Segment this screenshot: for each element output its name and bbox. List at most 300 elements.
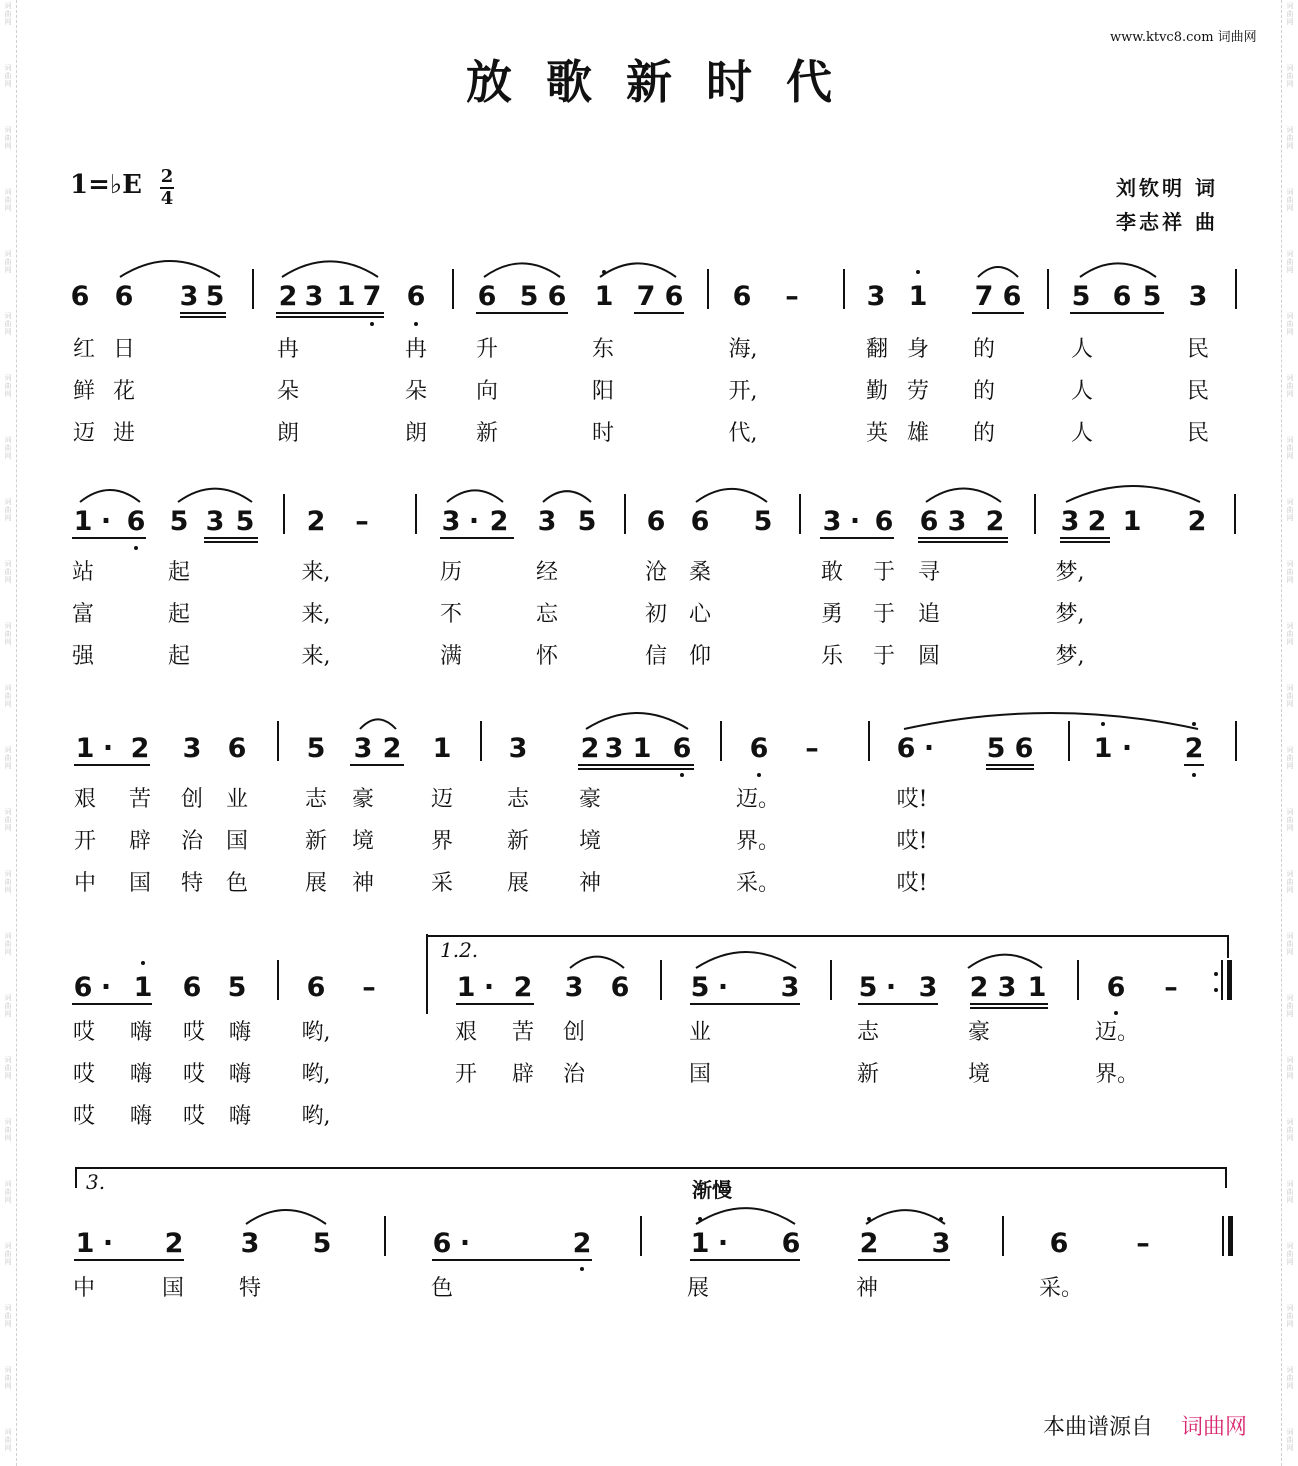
barline xyxy=(1002,1216,1004,1256)
jianpu-note: 6 xyxy=(114,281,134,312)
jianpu-note: 7 xyxy=(636,281,656,312)
jianpu-note: – xyxy=(1164,972,1178,1003)
lyric-char: 花 xyxy=(112,379,136,404)
beam-underline xyxy=(1184,764,1204,766)
jianpu-note: 2 xyxy=(306,506,326,537)
watermark-text: 词曲网 xyxy=(4,374,12,398)
lyric-char: 仰 xyxy=(688,644,712,669)
lyric-char: 追 xyxy=(917,602,941,627)
jianpu-note: · xyxy=(885,972,897,1003)
jianpu-note: 2 xyxy=(969,972,989,1003)
lyric-char: 人 xyxy=(1070,337,1094,362)
barline xyxy=(1077,960,1079,1000)
barline xyxy=(830,960,832,1000)
beam-underline xyxy=(1070,312,1164,314)
watermark-text: 词曲网 xyxy=(1286,1118,1294,1142)
jianpu-note: 3 xyxy=(1188,281,1208,312)
slur xyxy=(600,263,676,277)
jianpu-note: 1 xyxy=(1122,506,1142,537)
barline xyxy=(1034,494,1036,534)
beam-underline xyxy=(276,316,384,318)
lyric-char: 翻 xyxy=(865,337,889,362)
final-thick-bar xyxy=(1228,1216,1233,1256)
lyric-char: 采。 xyxy=(1038,1276,1084,1301)
lyric-char: 桑 xyxy=(688,560,712,585)
jianpu-note: 6 xyxy=(1014,733,1034,764)
lyric-char: 国 xyxy=(225,829,249,854)
jianpu-note: 2 xyxy=(382,733,402,764)
octave-dot-high xyxy=(1101,722,1105,726)
beam-underline xyxy=(440,537,514,539)
watermark-text: 词曲网 xyxy=(4,622,12,646)
octave-dot-low xyxy=(580,1267,584,1271)
slur xyxy=(586,713,688,729)
octave-dot-low xyxy=(680,773,684,777)
barline xyxy=(707,269,709,309)
watermark-text: 词曲网 xyxy=(1286,746,1294,770)
barline xyxy=(1234,494,1236,534)
lyric-char: 业 xyxy=(225,787,249,812)
jianpu-note: 1 xyxy=(594,281,614,312)
watermark-text: 词曲网 xyxy=(1286,932,1294,956)
jianpu-note: 3 xyxy=(947,506,967,537)
lyric-char: 信 xyxy=(644,644,668,669)
lyric-char: 阳 xyxy=(591,379,615,404)
jianpu-note: 3 xyxy=(182,733,202,764)
jianpu-note: 5 xyxy=(306,733,326,764)
beam-underline xyxy=(1060,541,1110,543)
lyric-char: 于 xyxy=(872,602,896,627)
jianpu-note: 2 xyxy=(859,1228,879,1259)
watermark-text: 词曲网 xyxy=(4,250,12,274)
lyric-char: 英 xyxy=(865,421,889,446)
jianpu-note: 6 xyxy=(406,281,426,312)
lyric-char: 冉 xyxy=(276,337,300,362)
lyric-char: 的 xyxy=(972,337,996,362)
jianpu-note: 6 xyxy=(477,281,497,312)
beam-underline xyxy=(690,1003,800,1005)
lyric-char: 境 xyxy=(967,1062,991,1087)
watermark-text: 词曲网 xyxy=(1286,870,1294,894)
lyric-char: 治 xyxy=(562,1062,586,1087)
lyric-char: 志 xyxy=(304,787,328,812)
jianpu-note: 3 xyxy=(918,972,938,1003)
lyric-char: 的 xyxy=(972,379,996,404)
jianpu-note: 1 xyxy=(456,972,476,1003)
jianpu-note: 6 xyxy=(690,506,710,537)
lyric-char: 朗 xyxy=(404,421,428,446)
lyric-char: 创 xyxy=(180,787,204,812)
jianpu-note: · xyxy=(923,733,935,764)
lyric-char: 哎 xyxy=(72,1020,96,1045)
lyric-char: 于 xyxy=(872,560,896,585)
watermark-text: 词曲网 xyxy=(4,2,12,26)
watermark-text: 词曲网 xyxy=(1286,250,1294,274)
watermark-text: 词曲网 xyxy=(4,1180,12,1204)
jianpu-note: 3 xyxy=(240,1228,260,1259)
beam-underline xyxy=(72,1003,152,1005)
watermark-text: 词曲网 xyxy=(4,994,12,1018)
jianpu-note: 5 xyxy=(205,281,225,312)
repeat-dot xyxy=(1214,988,1218,992)
lyric-char: 迈 xyxy=(430,787,454,812)
jianpu-note: 6 xyxy=(781,1228,801,1259)
jianpu-note: 1 xyxy=(632,733,652,764)
jianpu-note: 7 xyxy=(362,281,382,312)
slur xyxy=(1080,263,1156,277)
beam-underline xyxy=(276,312,384,314)
lyric-char: 历 xyxy=(439,560,463,585)
barline xyxy=(1235,269,1237,309)
octave-dot-low xyxy=(414,322,418,326)
slur xyxy=(447,490,503,502)
lyric-char: 采 xyxy=(430,871,454,896)
barline xyxy=(1235,721,1237,761)
lyric-char: 境 xyxy=(578,829,602,854)
watermark-text: 词曲网 xyxy=(4,560,12,584)
beam-underline xyxy=(918,537,1008,539)
jianpu-note: 1 xyxy=(75,733,95,764)
jianpu-note: 5 xyxy=(227,972,247,1003)
beam-underline xyxy=(578,764,694,766)
barline xyxy=(1068,721,1070,761)
jianpu-note: 5 xyxy=(312,1228,332,1259)
lyric-char: 梦, xyxy=(1055,602,1085,627)
jianpu-note: 5 xyxy=(690,972,710,1003)
watermark-text: 词曲网 xyxy=(4,436,12,460)
jianpu-note: 2 xyxy=(130,733,150,764)
beam-underline xyxy=(74,1259,184,1261)
jianpu-note: 3 xyxy=(1060,506,1080,537)
jianpu-note: 2 xyxy=(1184,733,1204,764)
octave-dot-high xyxy=(939,1217,943,1221)
beam-underline xyxy=(180,316,226,318)
slur xyxy=(968,955,1042,968)
jianpu-note: 5 xyxy=(1142,281,1162,312)
volta-2-label: 3. xyxy=(86,1170,106,1194)
volta-1-label: 1.2. xyxy=(440,938,479,962)
lyric-char: 日 xyxy=(112,337,136,362)
barline xyxy=(277,721,279,761)
barline xyxy=(843,269,845,309)
watermark-text: 词曲网 xyxy=(1286,560,1294,584)
jianpu-note: · xyxy=(1121,733,1133,764)
slur xyxy=(696,1208,795,1224)
site-url[interactable]: www.ktvc8.com 词曲网 xyxy=(1110,30,1257,45)
lyric-char: 人 xyxy=(1070,379,1094,404)
jianpu-note: 3 xyxy=(604,733,624,764)
repeat-end-thick-bar xyxy=(1227,960,1232,1000)
jianpu-note: 5 xyxy=(235,506,255,537)
lyric-char: 界。 xyxy=(1094,1062,1140,1087)
jianpu-note: 6 xyxy=(732,281,752,312)
watermark-text: 词曲网 xyxy=(1286,1242,1294,1266)
octave-dot-low xyxy=(370,322,374,326)
lyric-char: 开 xyxy=(73,829,97,854)
beam-underline xyxy=(1060,537,1110,539)
lyric-char: 哎 xyxy=(182,1020,206,1045)
jianpu-note: 6 xyxy=(672,733,692,764)
jianpu-note: 2 xyxy=(164,1228,184,1259)
jianpu-note: 3 xyxy=(997,972,1017,1003)
lyric-char: 哎 xyxy=(182,1104,206,1129)
jianpu-note: 6 xyxy=(1106,972,1126,1003)
lyric-char: 迈。 xyxy=(1094,1020,1140,1045)
jianpu-note: 6 xyxy=(182,972,202,1003)
lyric-char: 新 xyxy=(856,1062,880,1087)
lyric-char: 冉 xyxy=(404,337,428,362)
jianpu-note: – xyxy=(805,733,819,764)
volta-1-bracket xyxy=(426,936,1228,958)
lyric-char: 站 xyxy=(71,560,95,585)
lyric-char: 苦 xyxy=(511,1020,535,1045)
volta-2-bracket xyxy=(76,1168,1226,1188)
lyric-char: 嗨 xyxy=(228,1020,252,1045)
jianpu-note: 1 xyxy=(133,972,153,1003)
slur xyxy=(484,263,560,277)
slur xyxy=(866,1210,945,1224)
lyric-char: 民 xyxy=(1186,421,1210,446)
lyric-char: 哎! xyxy=(896,829,928,854)
watermark-text: 词曲网 xyxy=(4,808,12,832)
jianpu-note: 5 xyxy=(858,972,878,1003)
jianpu-note: 1 xyxy=(908,281,928,312)
octave-dot-high xyxy=(1192,722,1196,726)
watermark-text: 词曲网 xyxy=(4,932,12,956)
lyric-char: 怀 xyxy=(535,644,559,669)
lyric-char: 来, xyxy=(301,560,331,585)
lyric-char: 哎 xyxy=(72,1104,96,1129)
jianpu-note: – xyxy=(785,281,799,312)
key-signature: 1=♭E xyxy=(70,170,142,200)
lyricist-credit: 刘钦明 词 xyxy=(1116,176,1218,200)
jianpu-note: 6 xyxy=(73,972,93,1003)
lyric-char: 中 xyxy=(73,871,97,896)
barline xyxy=(415,494,417,534)
jianpu-note: 6 xyxy=(874,506,894,537)
lyric-char: 境 xyxy=(351,829,375,854)
watermark-text: 词曲网 xyxy=(1286,312,1294,336)
barline xyxy=(799,494,801,534)
jianpu-note: 3 xyxy=(822,506,842,537)
lyric-char: 新 xyxy=(304,829,328,854)
jianpu-note: 3 xyxy=(353,733,373,764)
octave-dot-high xyxy=(602,270,606,274)
lyric-char: 朵 xyxy=(404,379,428,404)
jianpu-note: 3 xyxy=(441,506,461,537)
song-title: 放歌新时代 xyxy=(466,55,866,109)
barline xyxy=(283,494,285,534)
jianpu-note: 1 xyxy=(1027,972,1047,1003)
footer-source: 本曲谱源自 xyxy=(1043,1415,1154,1440)
lyric-char: 国 xyxy=(161,1276,185,1301)
barline xyxy=(720,721,722,761)
lyric-char: 沧 xyxy=(644,560,668,585)
lyric-char: 忘 xyxy=(535,602,559,627)
lyric-char: 豪 xyxy=(578,787,602,812)
lyric-char: 来, xyxy=(301,644,331,669)
watermark-text: 词曲网 xyxy=(4,746,12,770)
lyric-char: 于 xyxy=(872,644,896,669)
lyric-char: 的 xyxy=(972,421,996,446)
octave-dot-high xyxy=(141,961,145,965)
lyric-char: 新 xyxy=(506,829,530,854)
lyric-char: 界。 xyxy=(735,829,781,854)
lyric-char: 神 xyxy=(351,871,375,896)
lyric-char: 哎! xyxy=(896,787,928,812)
watermark-text: 词曲网 xyxy=(1286,684,1294,708)
lyric-char: 神 xyxy=(578,871,602,896)
barline xyxy=(452,269,454,309)
watermark-text: 词曲网 xyxy=(1286,622,1294,646)
beam-underline xyxy=(74,764,150,766)
jianpu-note: 5 xyxy=(519,281,539,312)
lyric-char: 勤 xyxy=(865,379,889,404)
jianpu-note: 7 xyxy=(974,281,994,312)
beam-underline xyxy=(180,312,226,314)
lyric-char: 豪 xyxy=(967,1020,991,1045)
octave-dot-high xyxy=(916,270,920,274)
lyric-char: 创 xyxy=(562,1020,586,1045)
beam-underline xyxy=(456,1003,534,1005)
lyric-char: 乐 xyxy=(820,644,844,669)
watermark-text: 词曲网 xyxy=(1286,2,1294,26)
watermark-text: 词曲网 xyxy=(1286,374,1294,398)
beam-underline xyxy=(970,1003,1048,1005)
lyric-char: 迈 xyxy=(72,421,96,446)
jianpu-note: 6 xyxy=(1049,1228,1069,1259)
lyric-char: 心 xyxy=(688,602,712,627)
jianpu-note: 3 xyxy=(537,506,557,537)
watermark-text: 词曲网 xyxy=(4,126,12,150)
beam-underline xyxy=(432,1259,592,1261)
lyric-char: 民 xyxy=(1186,337,1210,362)
lyric-char: 进 xyxy=(112,421,136,446)
lyric-char: 敢 xyxy=(820,560,844,585)
lyric-char: 特 xyxy=(238,1276,262,1301)
lyric-char: 苦 xyxy=(128,787,152,812)
watermark-text: 词曲网 xyxy=(1286,1056,1294,1080)
repeat-dot xyxy=(1214,972,1218,976)
jianpu-note: – xyxy=(362,972,376,1003)
jianpu-note: 1 xyxy=(1093,733,1113,764)
jianpu-note: – xyxy=(1136,1228,1150,1259)
jianpu-note: 1 xyxy=(336,281,356,312)
lyric-char: 起 xyxy=(167,644,191,669)
watermark-text: 词曲网 xyxy=(4,684,12,708)
watermark-text: 词曲网 xyxy=(4,498,12,522)
time-signature-bottom: 4 xyxy=(160,188,174,209)
slur xyxy=(696,952,796,968)
jianpu-note: 3 xyxy=(780,972,800,1003)
barline xyxy=(480,721,482,761)
slur xyxy=(926,489,1001,503)
lyric-char: 时 xyxy=(591,421,615,446)
jianpu-note: 6 xyxy=(919,506,939,537)
watermark-text: 词曲网 xyxy=(4,870,12,894)
jianpu-note: 2 xyxy=(1087,506,1107,537)
jianpu-note: 6 xyxy=(610,972,630,1003)
lyric-char: 治 xyxy=(180,829,204,854)
watermark-text: 词曲网 xyxy=(4,1366,12,1390)
lyric-char: 采。 xyxy=(735,871,781,896)
watermark-text: 词曲网 xyxy=(1286,1428,1294,1452)
slur xyxy=(978,267,1018,277)
jianpu-note: 3 xyxy=(179,281,199,312)
time-signature-top: 2 xyxy=(160,166,174,187)
jianpu-note: · xyxy=(717,972,729,1003)
jianpu-note: 5 xyxy=(1071,281,1091,312)
jianpu-note: 6 xyxy=(70,281,90,312)
beam-underline xyxy=(970,1007,1048,1009)
lyric-char: 东 xyxy=(591,337,615,362)
lyric-char: 嗨 xyxy=(129,1020,153,1045)
jianpu-note: · xyxy=(849,506,861,537)
composer-credit: 李志祥 曲 xyxy=(1116,210,1218,234)
jianpu-note: 5 xyxy=(169,506,189,537)
jianpu-note: 6 xyxy=(646,506,666,537)
lyric-char: 朗 xyxy=(276,421,300,446)
lyric-char: 开, xyxy=(728,379,758,404)
jianpu-note: 6 xyxy=(126,506,146,537)
lyric-char: 国 xyxy=(128,871,152,896)
lyric-char: 嗨 xyxy=(129,1104,153,1129)
slur xyxy=(543,491,591,502)
lyric-char: 圆 xyxy=(917,644,941,669)
lyric-char: 新 xyxy=(475,421,499,446)
barline xyxy=(660,960,662,1000)
octave-dot-high xyxy=(867,1217,871,1221)
lyric-char: 富 xyxy=(71,602,95,627)
lyric-char: 特 xyxy=(180,871,204,896)
jianpu-note: 3 xyxy=(508,733,528,764)
jianpu-note: – xyxy=(355,506,369,537)
lyric-char: 哟, xyxy=(301,1020,331,1045)
watermark-text: 词曲网 xyxy=(1286,1180,1294,1204)
footer-site-link[interactable]: 词曲网 xyxy=(1181,1415,1248,1440)
jianpu-note: 1 xyxy=(432,733,452,764)
lyric-char: 红 xyxy=(72,337,96,362)
lyric-char: 不 xyxy=(439,602,463,627)
watermark-text: 词曲网 xyxy=(4,1056,12,1080)
jianpu-note: 3 xyxy=(304,281,324,312)
lyric-char: 国 xyxy=(688,1062,712,1087)
beam-underline xyxy=(986,768,1034,770)
lyric-char: 寻 xyxy=(917,560,941,585)
barline xyxy=(384,1216,386,1256)
beam-underline xyxy=(858,1003,938,1005)
lyric-char: 展 xyxy=(304,871,328,896)
watermark-text: 词曲网 xyxy=(4,312,12,336)
lyric-char: 人 xyxy=(1070,421,1094,446)
slur xyxy=(1066,486,1200,502)
tempo-marking: 渐慢 xyxy=(692,1178,732,1202)
jianpu-note: · xyxy=(100,972,112,1003)
lyric-char: 升 xyxy=(475,337,499,362)
watermark-text: 词曲网 xyxy=(4,1242,12,1266)
barline xyxy=(1047,269,1049,309)
watermark-text: 词曲网 xyxy=(4,1428,12,1452)
beam-underline xyxy=(820,537,894,539)
barline xyxy=(868,721,870,761)
jianpu-note: 5 xyxy=(753,506,773,537)
lyric-char: 梦, xyxy=(1055,644,1085,669)
lyric-char: 哟, xyxy=(301,1062,331,1087)
lyric-char: 色 xyxy=(430,1276,454,1301)
beam-underline xyxy=(972,312,1024,314)
jianpu-note: · xyxy=(717,1228,729,1259)
jianpu-note: 6 xyxy=(306,972,326,1003)
